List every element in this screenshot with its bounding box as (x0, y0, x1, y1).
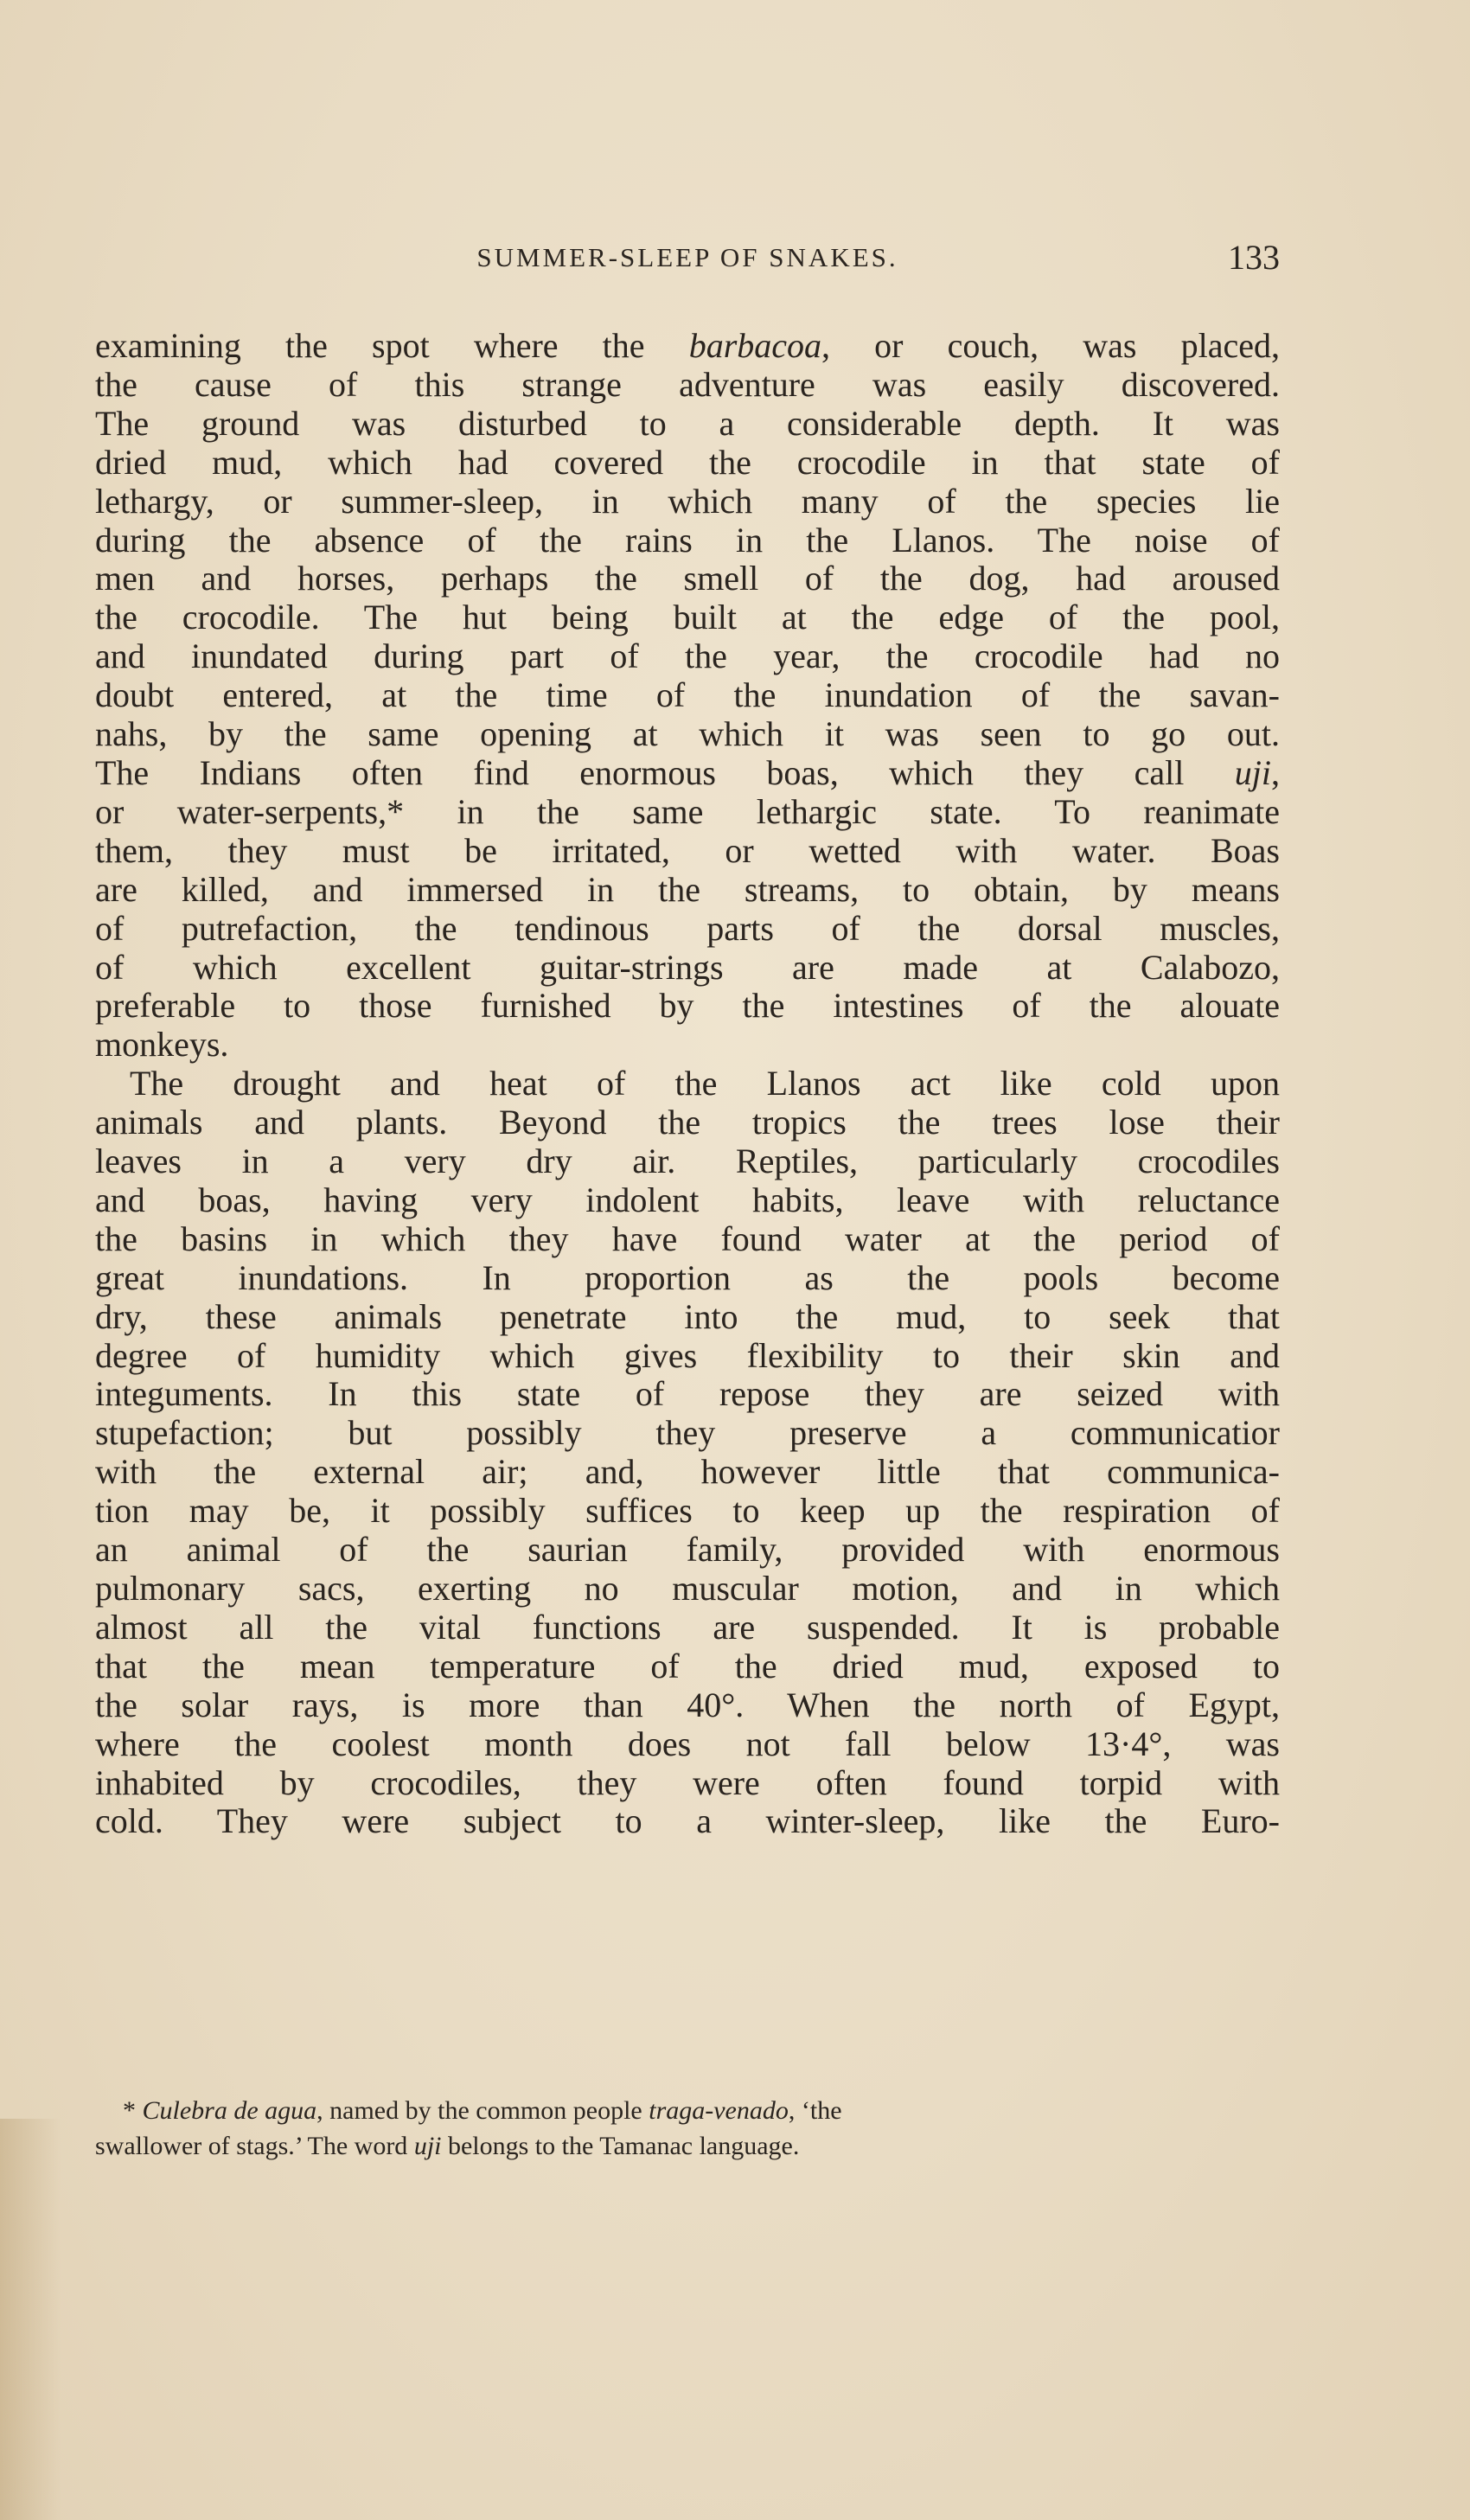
text-line: preferable to those furnished by the intestines of the alouate (95, 986, 1280, 1026)
footnote (95, 2093, 1280, 2164)
text-line: during the absence of the rains in the Llanos. The noise of (95, 520, 1280, 560)
text-line: the basins in which they have found water at the period of (95, 1218, 1280, 1258)
text-line: that the mean temperature of the dried mud, exposed to (95, 1646, 1280, 1685)
text-line: men and horses, perhaps the smell of the dog, had aroused (95, 559, 1280, 598)
text-line: of which excellent guitar-strings are made at Calabozo, (95, 947, 1280, 987)
italic-term: traga-venado (649, 2096, 789, 2125)
italic-term: uji (413, 2132, 442, 2160)
text-line: great inundations. In proportion as the pools become (95, 1257, 1280, 1297)
text-line: The drought and heat of the Llanos act like cold upon (130, 1064, 1280, 1103)
text-line: integuments. In this state of repose they are seized with (95, 1374, 1280, 1414)
text-line: cold. They were subject to a winter-sleep, like the Euro- (95, 1801, 1280, 1841)
text-line: nahs, by the same opening at which it was seen to go out. (95, 714, 1280, 754)
page-edge-stain (0, 2119, 61, 2520)
body-text (95, 327, 1280, 1841)
italic-term: Culebra de agua (142, 2096, 317, 2125)
page-header (95, 238, 1280, 294)
text-line: almost all the vital functions are suspended. It is probable (95, 1607, 1280, 1647)
text-line: and inundated during part of the year, the crocodile had no (95, 636, 1280, 676)
text-line: The Indians often find enormous boas, which they call uji, (95, 752, 1280, 792)
text-line: the solar rays, is more than 40°. When the north of Egypt, (95, 1685, 1280, 1724)
footnote-line: * Culebra de agua, named by the common people traga-venado, ‘the (123, 2096, 842, 2125)
text-line: inhabited by crocodiles, they were often found torpid with (95, 1762, 1280, 1802)
text-line: The ground was disturbed to a considerable depth. It was (95, 403, 1280, 443)
italic-term: barbacoa (688, 326, 822, 365)
text-line: stupefaction; but possibly they preserve a communicatior (95, 1413, 1280, 1453)
text-line: doubt entered, at the time of the inundation of the savan- (95, 675, 1280, 715)
text-line: monkeys. (95, 1025, 229, 1065)
text-line: where the coolest month does not fall below 13·4°, was (95, 1724, 1280, 1763)
text-line: animals and plants. Beyond the tropics the trees lose their (95, 1103, 1280, 1142)
text-line: leaves in a very dry air. Reptiles, particularly crocodiles (95, 1142, 1280, 1181)
text-line: of putrefaction, the tendinous parts of the dorsal muscles, (95, 908, 1280, 948)
text-line: degree of humidity which gives flexibility to their skin and (95, 1335, 1280, 1375)
footnote-line: swallower of stags.’ The word uji belongs to the Tamanac language. (95, 2132, 800, 2160)
page-number: 133 (1228, 238, 1280, 277)
text-line: an animal of the saurian family, provided with enormous (95, 1530, 1280, 1570)
text-line: the cause of this strange adventure was easily discovered. (95, 364, 1280, 404)
italic-term: uji (1234, 752, 1271, 792)
running-head: SUMMER-SLEEP OF SNAKES. (476, 242, 898, 272)
text-line: dry, these animals penetrate into the mud, to seek that (95, 1296, 1280, 1336)
text-line: or water-serpents,* in the same lethargic state. To reanimate (95, 791, 1280, 831)
text-line: and boas, having very indolent habits, leave with reluctance (95, 1180, 1280, 1219)
text-line: pulmonary sacs, exerting no muscular motion, and in which (95, 1569, 1280, 1608)
text-line: are killed, and immersed in the streams, to obtain, by means (95, 869, 1280, 909)
text-line: lethargy, or summer-sleep, in which many of the species lie (95, 481, 1280, 521)
text-line: with the external air; and, however little that communica- (95, 1452, 1280, 1492)
text-line: the crocodile. The hut being built at the edge of the pool, (95, 598, 1280, 637)
text-line: dried mud, which had covered the crocodile in that state of (95, 442, 1280, 482)
text-line: them, they must be irritated, or wetted with water. Boas (95, 830, 1280, 870)
text-line: tion may be, it possibly suffices to keep up the respiration of (95, 1491, 1280, 1531)
text-line: examining the spot where the barbacoa, or couch, was placed, (95, 326, 1280, 365)
